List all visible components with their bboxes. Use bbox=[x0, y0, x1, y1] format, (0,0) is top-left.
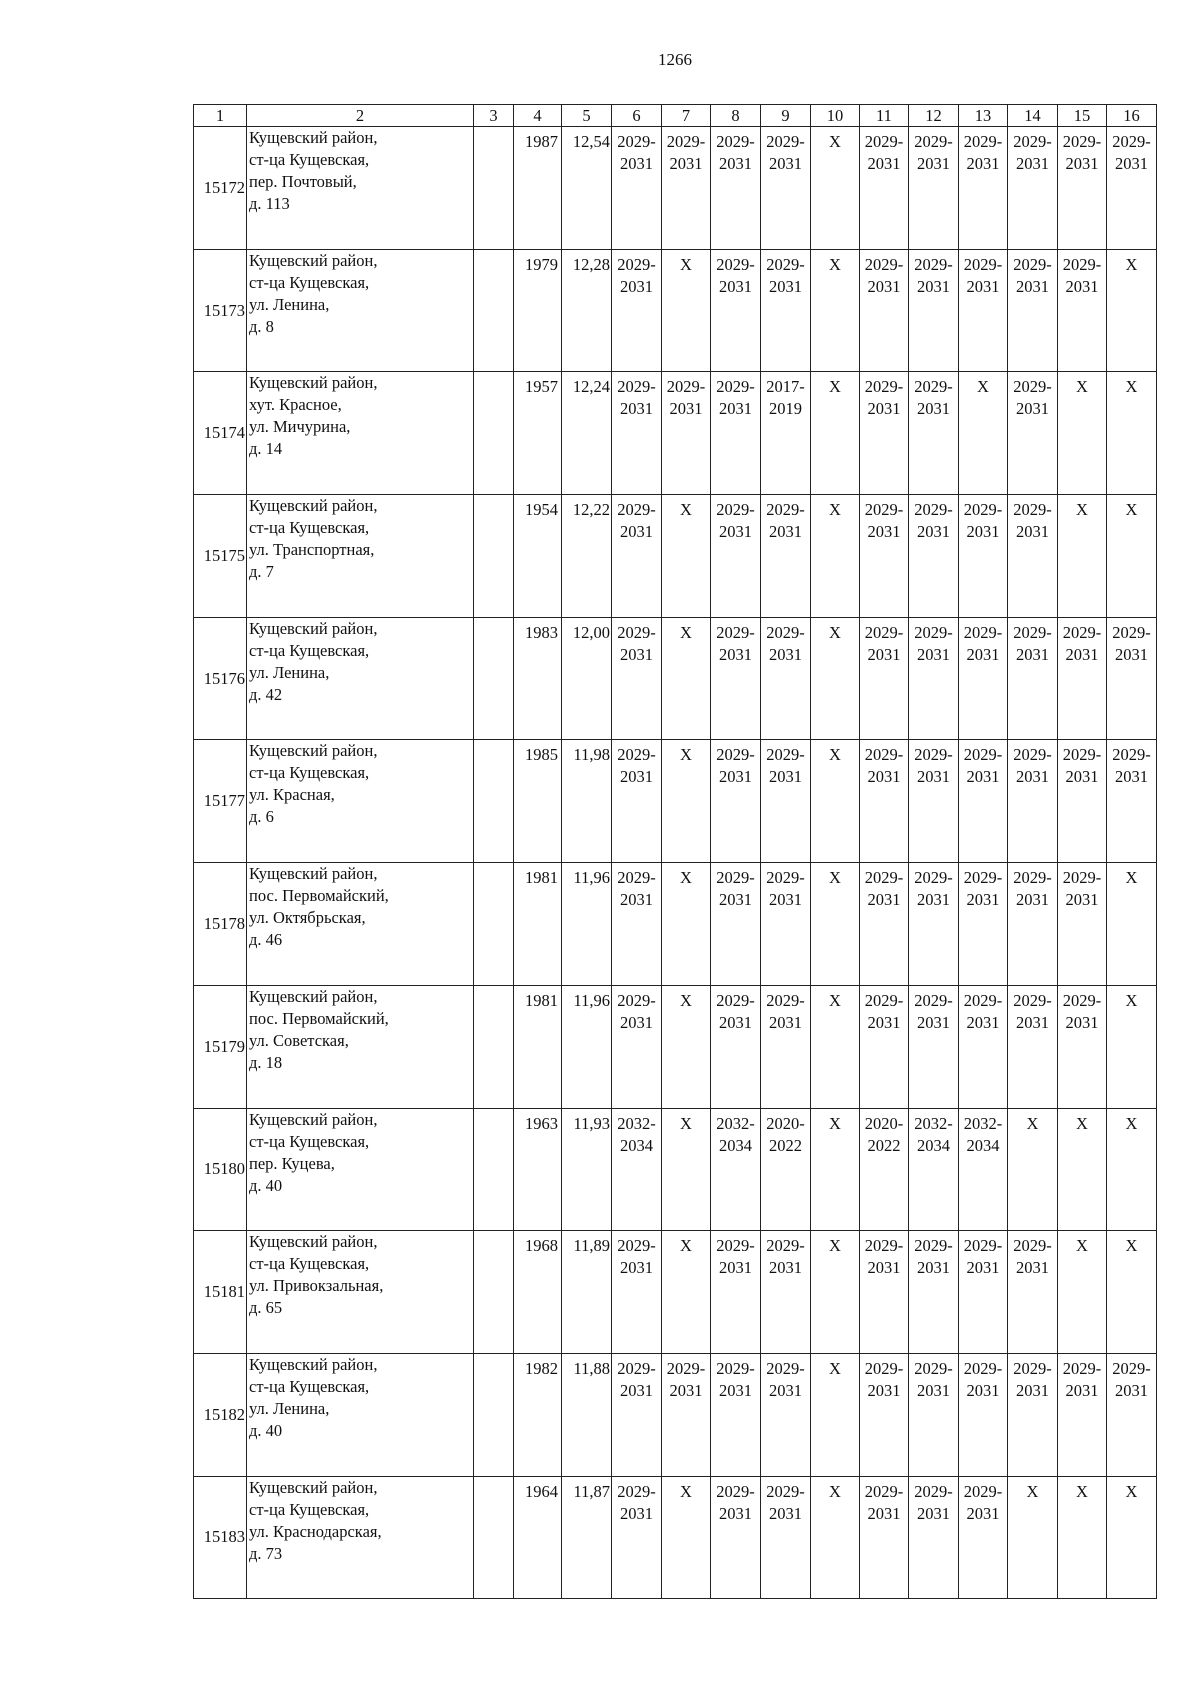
address-cell bbox=[247, 1476, 474, 1599]
area-cell: 11,96 bbox=[562, 863, 612, 986]
period-cell-col-9: 2029- 2031 bbox=[761, 249, 811, 372]
period-cell-col-14: X bbox=[1008, 1108, 1058, 1231]
col3-cell bbox=[474, 1353, 514, 1476]
address-cell bbox=[247, 1353, 474, 1476]
period-cell-col-12: 2029- 2031 bbox=[909, 372, 959, 495]
address-line: д. 14 bbox=[249, 439, 283, 459]
period-cell-col-8: 2029- 2031 bbox=[711, 740, 761, 863]
address-line: ул. Ленина, bbox=[249, 294, 330, 314]
period-cell-col-11: 2020- 2022 bbox=[860, 1108, 909, 1231]
period-cell-col-8: 2029- 2031 bbox=[711, 1231, 761, 1354]
period-cell-col-12: 2029- 2031 bbox=[909, 495, 959, 618]
period-cell-col-14: 2029- 2031 bbox=[1008, 1231, 1058, 1354]
area-cell: 11,98 bbox=[562, 740, 612, 863]
period-cell-col-13: 2029- 2031 bbox=[959, 985, 1008, 1108]
col3-cell bbox=[474, 985, 514, 1108]
table-row bbox=[194, 372, 1157, 495]
period-cell-col-12: 2032- 2034 bbox=[909, 1108, 959, 1231]
address-line: пос. Первомайский, bbox=[249, 886, 389, 906]
period-cell-col-13: 2029- 2031 bbox=[959, 249, 1008, 372]
column-header-10: 10 bbox=[811, 105, 860, 127]
period-cell-col-6: 2029- 2031 bbox=[612, 249, 662, 372]
column-header-9: 9 bbox=[761, 105, 811, 127]
period-cell-col-10: X bbox=[811, 863, 860, 986]
period-cell-col-11: 2029- 2031 bbox=[860, 985, 909, 1108]
area-cell: 12,00 bbox=[562, 617, 612, 740]
period-cell-col-13: 2029- 2031 bbox=[959, 617, 1008, 740]
period-cell-col-12: 2029- 2031 bbox=[909, 1476, 959, 1599]
period-cell-col-13: 2029- 2031 bbox=[959, 863, 1008, 986]
record-number: 15177 bbox=[194, 740, 247, 863]
area-cell: 12,28 bbox=[562, 249, 612, 372]
table-row bbox=[194, 249, 1157, 372]
period-cell-col-15: 2029- 2031 bbox=[1058, 740, 1107, 863]
period-cell-col-14: 2029- 2031 bbox=[1008, 1353, 1058, 1476]
record-number: 15174 bbox=[194, 372, 247, 495]
table-row bbox=[194, 1108, 1157, 1231]
period-cell-col-11: 2029- 2031 bbox=[860, 495, 909, 618]
period-cell-col-13: 2029- 2031 bbox=[959, 127, 1008, 250]
address-line: д. 8 bbox=[249, 316, 274, 336]
period-cell-col-9: 2017- 2019 bbox=[761, 372, 811, 495]
area-cell: 11,93 bbox=[562, 1108, 612, 1231]
area-cell: 11,88 bbox=[562, 1353, 612, 1476]
period-cell-col-10: X bbox=[811, 1231, 860, 1354]
period-cell-col-16: 2029- 2031 bbox=[1107, 127, 1157, 250]
period-cell-col-10: X bbox=[811, 1476, 860, 1599]
address-line: ул. Красная, bbox=[249, 785, 335, 805]
address-cell bbox=[247, 740, 474, 863]
address-line: ул. Транспортная, bbox=[249, 540, 375, 560]
period-cell-col-8: 2029- 2031 bbox=[711, 1353, 761, 1476]
area-cell: 11,96 bbox=[562, 985, 612, 1108]
period-cell-col-12: 2029- 2031 bbox=[909, 1353, 959, 1476]
period-cell-col-9: 2029- 2031 bbox=[761, 495, 811, 618]
year-cell: 1957 bbox=[514, 372, 562, 495]
period-cell-col-15: X bbox=[1058, 495, 1107, 618]
period-cell-col-15: 2029- 2031 bbox=[1058, 249, 1107, 372]
period-cell-col-7: X bbox=[662, 249, 711, 372]
period-cell-col-7: X bbox=[662, 1476, 711, 1599]
period-cell-col-10: X bbox=[811, 249, 860, 372]
column-header-15: 15 bbox=[1058, 105, 1107, 127]
period-cell-col-10: X bbox=[811, 372, 860, 495]
address-line: д. 42 bbox=[249, 684, 283, 704]
address-line: Кущевский район, bbox=[249, 373, 378, 393]
address-line: ст-ца Кущевская, bbox=[249, 763, 370, 783]
address-line: Кущевский район, bbox=[249, 741, 378, 761]
table-body bbox=[194, 105, 1157, 1599]
period-cell-col-15: 2029- 2031 bbox=[1058, 1353, 1107, 1476]
year-cell: 1964 bbox=[514, 1476, 562, 1599]
address-line: ул. Ленина, bbox=[249, 662, 330, 682]
period-cell-col-8: 2029- 2031 bbox=[711, 985, 761, 1108]
address-line: Кущевский район, bbox=[249, 496, 378, 516]
period-cell-col-11: 2029- 2031 bbox=[860, 127, 909, 250]
address-line: ст-ца Кущевская, bbox=[249, 1376, 370, 1396]
period-cell-col-13: 2029- 2031 bbox=[959, 1353, 1008, 1476]
col3-cell bbox=[474, 1476, 514, 1599]
period-cell-col-7: X bbox=[662, 863, 711, 986]
address-line: д. 6 bbox=[249, 807, 274, 827]
period-cell-col-10: X bbox=[811, 985, 860, 1108]
period-cell-col-16: X bbox=[1107, 1476, 1157, 1599]
period-cell-col-8: 2029- 2031 bbox=[711, 372, 761, 495]
address-line: Кущевский район, bbox=[249, 1354, 378, 1374]
period-cell-col-10: X bbox=[811, 1353, 860, 1476]
address-line: д. 40 bbox=[249, 1175, 283, 1195]
period-cell-col-7: 2029- 2031 bbox=[662, 127, 711, 250]
table-row bbox=[194, 1231, 1157, 1354]
address-line: ст-ца Кущевская, bbox=[249, 1499, 370, 1519]
record-number: 15175 bbox=[194, 495, 247, 618]
period-cell-col-8: 2029- 2031 bbox=[711, 863, 761, 986]
address-line: д. 73 bbox=[249, 1543, 283, 1563]
address-line: ул. Ленина, bbox=[249, 1398, 330, 1418]
address-line: д. 46 bbox=[249, 930, 283, 950]
period-cell-col-16: X bbox=[1107, 863, 1157, 986]
period-cell-col-7: X bbox=[662, 740, 711, 863]
address-line: ст-ца Кущевская, bbox=[249, 272, 370, 292]
column-header-12: 12 bbox=[909, 105, 959, 127]
period-cell-col-16: X bbox=[1107, 249, 1157, 372]
period-cell-col-11: 2029- 2031 bbox=[860, 1476, 909, 1599]
year-cell: 1982 bbox=[514, 1353, 562, 1476]
period-cell-col-6: 2029- 2031 bbox=[612, 863, 662, 986]
address-line: д. 40 bbox=[249, 1420, 283, 1440]
column-header-1: 1 bbox=[194, 105, 247, 127]
address-line: Кущевский район, bbox=[249, 986, 378, 1006]
address-cell bbox=[247, 1108, 474, 1231]
address-line: Кущевский район, bbox=[249, 1232, 378, 1252]
period-cell-col-9: 2029- 2031 bbox=[761, 740, 811, 863]
table-row bbox=[194, 985, 1157, 1108]
period-cell-col-6: 2032- 2034 bbox=[612, 1108, 662, 1231]
record-number: 15180 bbox=[194, 1108, 247, 1231]
address-line: Кущевский район, bbox=[249, 864, 378, 884]
period-cell-col-10: X bbox=[811, 740, 860, 863]
period-cell-col-6: 2029- 2031 bbox=[612, 372, 662, 495]
column-header-6: 6 bbox=[612, 105, 662, 127]
period-cell-col-8: 2029- 2031 bbox=[711, 249, 761, 372]
period-cell-col-14: 2029- 2031 bbox=[1008, 249, 1058, 372]
col3-cell bbox=[474, 863, 514, 986]
year-cell: 1985 bbox=[514, 740, 562, 863]
address-cell bbox=[247, 372, 474, 495]
record-number: 15173 bbox=[194, 249, 247, 372]
period-cell-col-6: 2029- 2031 bbox=[612, 495, 662, 618]
column-header-16: 16 bbox=[1107, 105, 1157, 127]
address-line: Кущевский район, bbox=[249, 128, 378, 147]
period-cell-col-10: X bbox=[811, 617, 860, 740]
year-cell: 1981 bbox=[514, 985, 562, 1108]
period-cell-col-8: 2029- 2031 bbox=[711, 617, 761, 740]
period-cell-col-6: 2029- 2031 bbox=[612, 1353, 662, 1476]
period-cell-col-6: 2029- 2031 bbox=[612, 985, 662, 1108]
address-cell bbox=[247, 1231, 474, 1354]
period-cell-col-11: 2029- 2031 bbox=[860, 617, 909, 740]
address-line: ул. Мичурина, bbox=[249, 417, 351, 437]
period-cell-col-16: X bbox=[1107, 985, 1157, 1108]
column-header-3: 3 bbox=[474, 105, 514, 127]
record-number: 15179 bbox=[194, 985, 247, 1108]
address-line: ст-ца Кущевская, bbox=[249, 518, 370, 538]
address-line: ул. Октябрьская, bbox=[249, 908, 366, 928]
col3-cell bbox=[474, 372, 514, 495]
period-cell-col-10: X bbox=[811, 1108, 860, 1231]
period-cell-col-16: 2029- 2031 bbox=[1107, 1353, 1157, 1476]
period-cell-col-9: 2029- 2031 bbox=[761, 617, 811, 740]
address-line: пер. Почтовый, bbox=[249, 172, 357, 191]
col3-cell bbox=[474, 1231, 514, 1354]
period-cell-col-15: 2029- 2031 bbox=[1058, 617, 1107, 740]
address-line: пос. Первомайский, bbox=[249, 1008, 389, 1028]
area-cell: 12,22 bbox=[562, 495, 612, 618]
period-cell-col-14: 2029- 2031 bbox=[1008, 372, 1058, 495]
address-line: д. 113 bbox=[249, 194, 290, 213]
period-cell-col-15: 2029- 2031 bbox=[1058, 127, 1107, 250]
area-cell: 11,89 bbox=[562, 1231, 612, 1354]
period-cell-col-11: 2029- 2031 bbox=[860, 372, 909, 495]
period-cell-col-14: 2029- 2031 bbox=[1008, 127, 1058, 250]
period-cell-col-11: 2029- 2031 bbox=[860, 1231, 909, 1354]
address-cell bbox=[247, 617, 474, 740]
address-line: ст-ца Кущевская, bbox=[249, 640, 370, 660]
year-cell: 1954 bbox=[514, 495, 562, 618]
period-cell-col-14: X bbox=[1008, 1476, 1058, 1599]
period-cell-col-9: 2029- 2031 bbox=[761, 127, 811, 250]
address-line: Кущевский район, bbox=[249, 1109, 378, 1129]
year-cell: 1963 bbox=[514, 1108, 562, 1231]
period-cell-col-13: 2029- 2031 bbox=[959, 740, 1008, 863]
record-number: 15172 bbox=[194, 127, 247, 250]
address-line: Кущевский район, bbox=[249, 618, 378, 638]
period-cell-col-8: 2029- 2031 bbox=[711, 127, 761, 250]
period-cell-col-14: 2029- 2031 bbox=[1008, 985, 1058, 1108]
period-cell-col-15: X bbox=[1058, 1231, 1107, 1354]
period-cell-col-13: 2029- 2031 bbox=[959, 1231, 1008, 1354]
period-cell-col-6: 2029- 2031 bbox=[612, 1231, 662, 1354]
column-number-header-row bbox=[194, 105, 1157, 127]
period-cell-col-9: 2029- 2031 bbox=[761, 1353, 811, 1476]
period-cell-col-15: 2029- 2031 bbox=[1058, 863, 1107, 986]
column-header-4: 4 bbox=[514, 105, 562, 127]
address-line: пер. Куцева, bbox=[249, 1153, 335, 1173]
address-line: д. 65 bbox=[249, 1298, 283, 1318]
period-cell-col-11: 2029- 2031 bbox=[860, 863, 909, 986]
period-cell-col-13: 2032- 2034 bbox=[959, 1108, 1008, 1231]
period-cell-col-16: X bbox=[1107, 495, 1157, 618]
address-line: хут. Красное, bbox=[249, 395, 342, 415]
period-cell-col-16: X bbox=[1107, 372, 1157, 495]
period-cell-col-9: 2029- 2031 bbox=[761, 1476, 811, 1599]
column-header-5: 5 bbox=[562, 105, 612, 127]
period-cell-col-13: X bbox=[959, 372, 1008, 495]
area-cell: 12,54 bbox=[562, 127, 612, 250]
table-row bbox=[194, 1476, 1157, 1599]
period-cell-col-11: 2029- 2031 bbox=[860, 740, 909, 863]
period-cell-col-7: 2029- 2031 bbox=[662, 372, 711, 495]
address-line: ул. Привокзальная, bbox=[249, 1276, 384, 1296]
period-cell-col-9: 2029- 2031 bbox=[761, 1231, 811, 1354]
period-cell-col-11: 2029- 2031 bbox=[860, 1353, 909, 1476]
area-cell: 12,24 bbox=[562, 372, 612, 495]
address-cell bbox=[247, 127, 474, 250]
year-cell: 1981 bbox=[514, 863, 562, 986]
period-cell-col-7: X bbox=[662, 617, 711, 740]
period-cell-col-6: 2029- 2031 bbox=[612, 617, 662, 740]
period-cell-col-12: 2029- 2031 bbox=[909, 127, 959, 250]
period-cell-col-14: 2029- 2031 bbox=[1008, 740, 1058, 863]
period-cell-col-8: 2029- 2031 bbox=[711, 495, 761, 618]
page-number: 1266 bbox=[658, 50, 692, 69]
period-cell-col-13: 2029- 2031 bbox=[959, 1476, 1008, 1599]
address-line: Кущевский район, bbox=[249, 250, 378, 270]
table-row bbox=[194, 495, 1157, 618]
address-cell bbox=[247, 249, 474, 372]
period-cell-col-16: X bbox=[1107, 1108, 1157, 1231]
table-row bbox=[194, 617, 1157, 740]
period-cell-col-7: X bbox=[662, 1108, 711, 1231]
period-cell-col-7: X bbox=[662, 1231, 711, 1354]
table-row bbox=[194, 863, 1157, 986]
table-row bbox=[194, 127, 1157, 250]
column-header-8: 8 bbox=[711, 105, 761, 127]
period-cell-col-12: 2029- 2031 bbox=[909, 617, 959, 740]
col3-cell bbox=[474, 127, 514, 250]
col3-cell bbox=[474, 740, 514, 863]
period-cell-col-8: 2032- 2034 bbox=[711, 1108, 761, 1231]
period-cell-col-7: 2029- 2031 bbox=[662, 1353, 711, 1476]
address-cell bbox=[247, 495, 474, 618]
address-line: д. 7 bbox=[249, 562, 274, 582]
col3-cell bbox=[474, 617, 514, 740]
period-cell-col-12: 2029- 2031 bbox=[909, 985, 959, 1108]
address-line: д. 18 bbox=[249, 1052, 283, 1072]
period-cell-col-12: 2029- 2031 bbox=[909, 249, 959, 372]
address-line: ст-ца Кущевская, bbox=[249, 150, 370, 169]
period-cell-col-8: 2029- 2031 bbox=[711, 1476, 761, 1599]
period-cell-col-10: X bbox=[811, 495, 860, 618]
column-header-11: 11 bbox=[860, 105, 909, 127]
period-cell-col-15: X bbox=[1058, 1476, 1107, 1599]
housing-register-table bbox=[193, 104, 1157, 1599]
address-cell bbox=[247, 985, 474, 1108]
col3-cell bbox=[474, 1108, 514, 1231]
period-cell-col-15: X bbox=[1058, 1108, 1107, 1231]
record-number: 15176 bbox=[194, 617, 247, 740]
record-number: 15181 bbox=[194, 1231, 247, 1354]
period-cell-col-6: 2029- 2031 bbox=[612, 127, 662, 250]
period-cell-col-7: X bbox=[662, 495, 711, 618]
period-cell-col-16: 2029- 2031 bbox=[1107, 617, 1157, 740]
record-number: 15178 bbox=[194, 863, 247, 986]
period-cell-col-11: 2029- 2031 bbox=[860, 249, 909, 372]
period-cell-col-10: X bbox=[811, 127, 860, 250]
period-cell-col-9: 2029- 2031 bbox=[761, 985, 811, 1108]
address-line: ул. Советская, bbox=[249, 1030, 349, 1050]
col3-cell bbox=[474, 495, 514, 618]
address-line: ул. Краснодарская, bbox=[249, 1521, 382, 1541]
period-cell-col-12: 2029- 2031 bbox=[909, 740, 959, 863]
period-cell-col-16: X bbox=[1107, 1231, 1157, 1354]
column-header-13: 13 bbox=[959, 105, 1008, 127]
col3-cell bbox=[474, 249, 514, 372]
period-cell-col-7: X bbox=[662, 985, 711, 1108]
period-cell-col-12: 2029- 2031 bbox=[909, 863, 959, 986]
period-cell-col-6: 2029- 2031 bbox=[612, 1476, 662, 1599]
area-cell: 11,87 bbox=[562, 1476, 612, 1599]
year-cell: 1979 bbox=[514, 249, 562, 372]
period-cell-col-9: 2020- 2022 bbox=[761, 1108, 811, 1231]
record-number: 15182 bbox=[194, 1353, 247, 1476]
year-cell: 1968 bbox=[514, 1231, 562, 1354]
period-cell-col-14: 2029- 2031 bbox=[1008, 863, 1058, 986]
period-cell-col-6: 2029- 2031 bbox=[612, 740, 662, 863]
period-cell-col-14: 2029- 2031 bbox=[1008, 495, 1058, 618]
year-cell: 1987 bbox=[514, 127, 562, 250]
column-header-2: 2 bbox=[247, 105, 474, 127]
address-line: Кущевский район, bbox=[249, 1477, 378, 1497]
address-line: ст-ца Кущевская, bbox=[249, 1131, 370, 1151]
period-cell-col-15: X bbox=[1058, 372, 1107, 495]
address-cell bbox=[247, 863, 474, 986]
period-cell-col-12: 2029- 2031 bbox=[909, 1231, 959, 1354]
period-cell-col-9: 2029- 2031 bbox=[761, 863, 811, 986]
column-header-7: 7 bbox=[662, 105, 711, 127]
period-cell-col-15: 2029- 2031 bbox=[1058, 985, 1107, 1108]
period-cell-col-14: 2029- 2031 bbox=[1008, 617, 1058, 740]
period-cell-col-13: 2029- 2031 bbox=[959, 495, 1008, 618]
column-header-14: 14 bbox=[1008, 105, 1058, 127]
address-line: ст-ца Кущевская, bbox=[249, 1254, 370, 1274]
record-number: 15183 bbox=[194, 1476, 247, 1599]
table-row bbox=[194, 740, 1157, 863]
period-cell-col-16: 2029- 2031 bbox=[1107, 740, 1157, 863]
table-row bbox=[194, 1353, 1157, 1476]
year-cell: 1983 bbox=[514, 617, 562, 740]
